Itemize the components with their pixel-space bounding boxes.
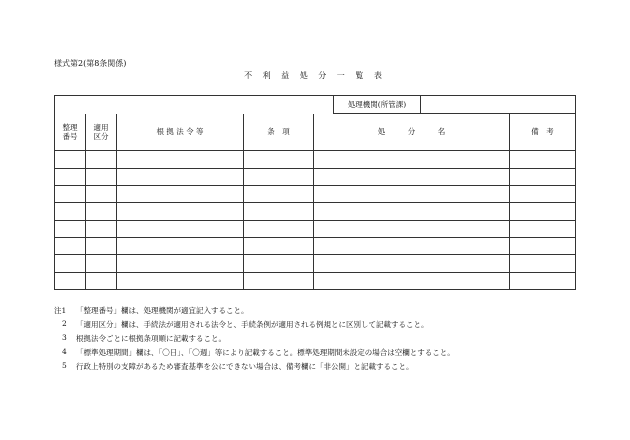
note-number: 3 bbox=[62, 333, 67, 342]
note-text: 行政上特別の支障があるため審査基準を公にできない場合は、備考欄に「非公開」と記載すること。 bbox=[76, 362, 414, 371]
note-number: 4 bbox=[62, 347, 67, 356]
note-text: 根拠法令ごとに根拠条項順に記載すること。 bbox=[76, 334, 226, 343]
document-title: 不 利 益 処 分 一 覧 表 bbox=[244, 71, 386, 80]
note-text: 「整理番号」欄は、処理機関が適宜記入すること。 bbox=[76, 306, 249, 315]
column-header-article: 条 項 bbox=[267, 127, 290, 137]
agency-label: 処理機関(所管課) bbox=[347, 99, 407, 109]
column-header-category: 適用 区分 bbox=[93, 122, 109, 141]
note-number: 2 bbox=[62, 319, 67, 328]
table-row bbox=[55, 185, 575, 186]
table-row bbox=[55, 202, 575, 203]
note-number: 5 bbox=[62, 361, 67, 370]
note-number: 注1 bbox=[54, 306, 67, 315]
column-header-seq: 整理 番号 bbox=[62, 122, 78, 141]
note-text: 「標準処理期間」欄は、「〇日」、「〇週」等により記載すること。標準処理期間未設定の場合は空欄とすること。 bbox=[76, 348, 455, 357]
note-text: 「適用区分」欄は、手続法が適用される法令と、手続条例が適用される例規とに区別して記載すること。 bbox=[76, 320, 429, 329]
disposition-table bbox=[54, 95, 576, 290]
column-header-law: 根 拠 法 令 等 bbox=[156, 127, 204, 137]
table-row bbox=[55, 168, 575, 169]
table-row bbox=[55, 220, 575, 221]
column-header-disposition: 処 分 名 bbox=[377, 127, 446, 137]
table-row bbox=[55, 254, 575, 255]
column-header-remarks: 備 考 bbox=[531, 127, 554, 137]
form-label: 様式第2(第8条関係) bbox=[54, 59, 127, 68]
table-row bbox=[55, 272, 575, 273]
table-row bbox=[55, 237, 575, 238]
